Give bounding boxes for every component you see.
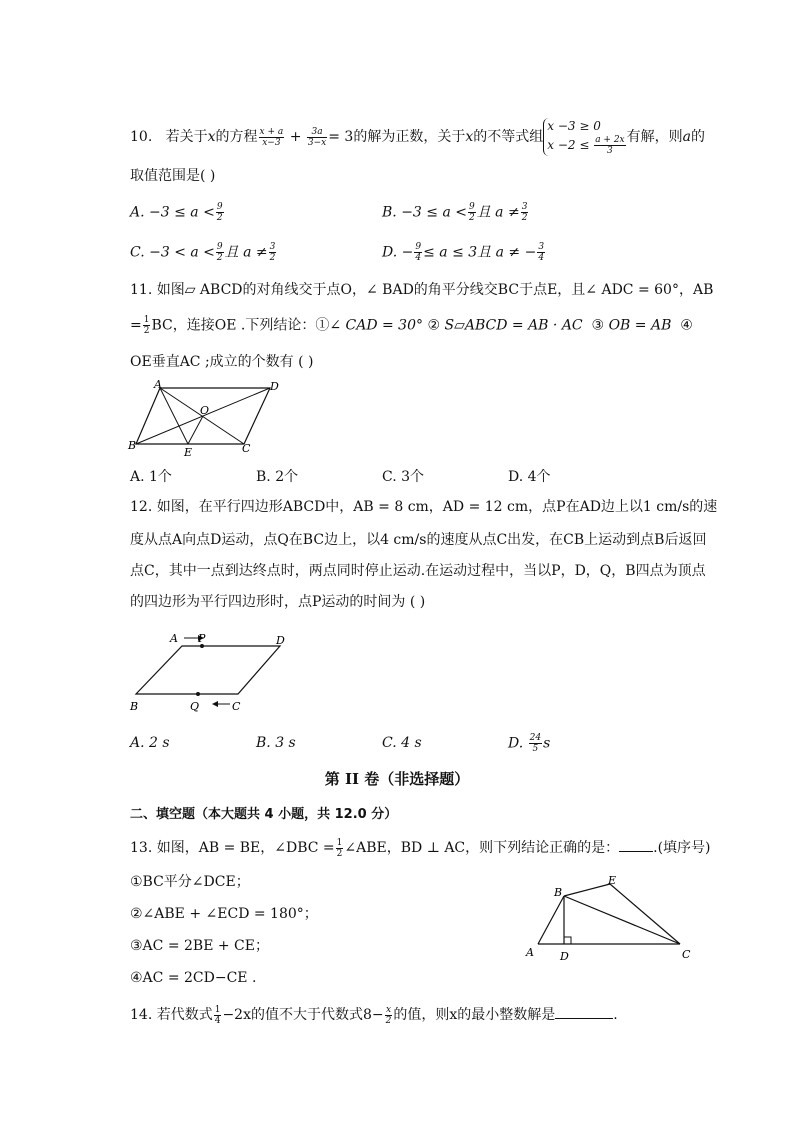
q13-line1: 13. 如图，AB = BE，∠DBC = $\frac{1}{2}$ ∠ABE，BD ⊥ AC，则下列结论正确的是： .(填序号): [130, 837, 711, 859]
circle-1: ①: [315, 317, 330, 334]
part2-title: 第 II 卷（非选择题）: [324, 770, 470, 788]
q12-line2: 度从点A向点D运动，点Q在BC边上，以4 cm/s的速度从点C出发，在CB上运动到点B后返回: [130, 532, 707, 548]
q12-line4: 的四边形为平行四边形时，点P运动的时间为 ( ): [130, 594, 426, 610]
q12-figure-parallelogram: [126, 626, 301, 714]
q10-number: 10.: [130, 129, 153, 145]
q12-option-a[interactable]: A. 2 s: [130, 735, 170, 751]
label-b: B: [130, 700, 139, 713]
q11-option-d[interactable]: D. 4个: [508, 469, 551, 485]
label-c: C: [232, 700, 241, 713]
q10-option-a[interactable]: A. −3 ≤ a < $\frac{9}{2}$: [130, 202, 223, 223]
label-c: C: [682, 948, 691, 961]
q13-option-2: ②∠ABE + ∠ECD = 180°；: [130, 906, 318, 922]
q13-option-3: ③AC = 2BE + CE；: [130, 938, 269, 954]
q10-var: x: [207, 129, 216, 145]
q10-fraction: $\frac{3a}{3-x}$: [307, 126, 327, 148]
q10-option-c[interactable]: C. −3 < a < $\frac{9}{2}$ 且 a ≠ $\frac{3}{2}$: [130, 242, 276, 263]
circle-2: ②: [427, 317, 441, 334]
label-b: B: [128, 439, 137, 452]
q12-line1: 12. 如图，在平行四边形ABCD中，AB = 8 cm，AD = 12 cm，点P在AD边上以1 cm/s的速: [130, 499, 718, 515]
label-b: B: [554, 886, 563, 899]
label-q: Q: [190, 700, 200, 713]
q10-plus: +: [289, 129, 302, 145]
q10-line2: [130, 166, 215, 186]
q10-text: 的: [691, 129, 705, 145]
q14-line1: 14. 若代数式 $\frac{1}{4}$ −2x的值不大于代数式8− $\frac{x}{2}$ 的值，则x的最小整数解是 .: [130, 1004, 618, 1026]
q10-option-b[interactable]: B. −3 ≤ a < $\frac{9}{2}$ 且 a ≠ $\frac{3}{2}$: [382, 202, 528, 223]
q13-figure-triangle: [522, 872, 697, 964]
label-d: D: [276, 634, 285, 647]
label-a: A: [154, 378, 162, 391]
answer-blank[interactable]: [555, 1004, 613, 1019]
label-d: D: [560, 950, 569, 963]
label-c: C: [242, 442, 251, 455]
q10-text: 的不等式组: [473, 129, 544, 145]
q10-option-d[interactable]: D. − $\frac{9}{4}$ ≤ a ≤ 3且 a ≠ − $\frac{3}{4}$: [382, 242, 545, 263]
q12-option-d[interactable]: D. $\frac{24}{5}$ s: [508, 733, 551, 754]
label-a: A: [526, 946, 534, 959]
label-a: A: [170, 632, 178, 645]
q11-line1: 11. 如图▱ ABCD的对角线交于点O，∠ BAD的角平分线交BC于点E，且∠ ADC = 60°，AB: [130, 282, 714, 298]
q10-text: 若关于: [165, 129, 208, 145]
label-o: O: [200, 404, 210, 417]
q10-inequality-system: x −3 ≥ 0 x −2 ≤ $\frac{a + 2x}{3}$: [543, 118, 626, 156]
q11-line2: = $\frac{1}{2}$ BC，连接OE .下列结论：①∠ CAD = 30° ② S▱ABCD = AB · AC ③ OB = AB ④: [130, 315, 693, 336]
label-p: P: [198, 632, 206, 645]
label-e: E: [608, 874, 617, 887]
q10-var: x: [465, 129, 474, 145]
q10-text: 取值范围是( ): [130, 168, 216, 184]
q10-line1: [130, 118, 705, 156]
circle-3: ③: [591, 317, 605, 334]
q10-text: = 3的解为正数，关于: [328, 129, 466, 145]
q10-text: 有解，则: [626, 129, 683, 145]
q10-var: a: [682, 129, 691, 145]
q12-option-b[interactable]: B. 3 s: [256, 735, 296, 751]
q12-line3: 点C，其中一点到达终点时，两点同时停止运动.在运动过程中，当以P，D，Q，B四点为顶点: [130, 563, 706, 579]
q12-option-c[interactable]: C. 4 s: [382, 735, 422, 751]
q11-option-a[interactable]: A. 1个: [130, 469, 172, 485]
circle-4: ④: [680, 317, 693, 334]
q10-fraction: $\frac{x + a}{x-3}$: [259, 126, 284, 148]
q11-option-c[interactable]: C. 3个: [382, 469, 425, 485]
answer-blank[interactable]: [619, 837, 653, 852]
q13-option-1: ①BC平分∠DCE；: [130, 874, 250, 890]
section-heading: 二、填空题（本大题共 4 小题，共 12.0 分）: [130, 807, 398, 822]
label-e: E: [184, 446, 193, 458]
q11-line3: OE垂直AC ;成立的个数有 ( ): [130, 354, 314, 370]
label-d: D: [270, 380, 279, 393]
q11-figure-parallelogram: [124, 378, 284, 458]
q11-option-b[interactable]: B. 2个: [256, 469, 299, 485]
q13-option-4: ④AC = 2CD−CE .: [130, 970, 257, 986]
q10-text: 的方程: [215, 129, 258, 145]
